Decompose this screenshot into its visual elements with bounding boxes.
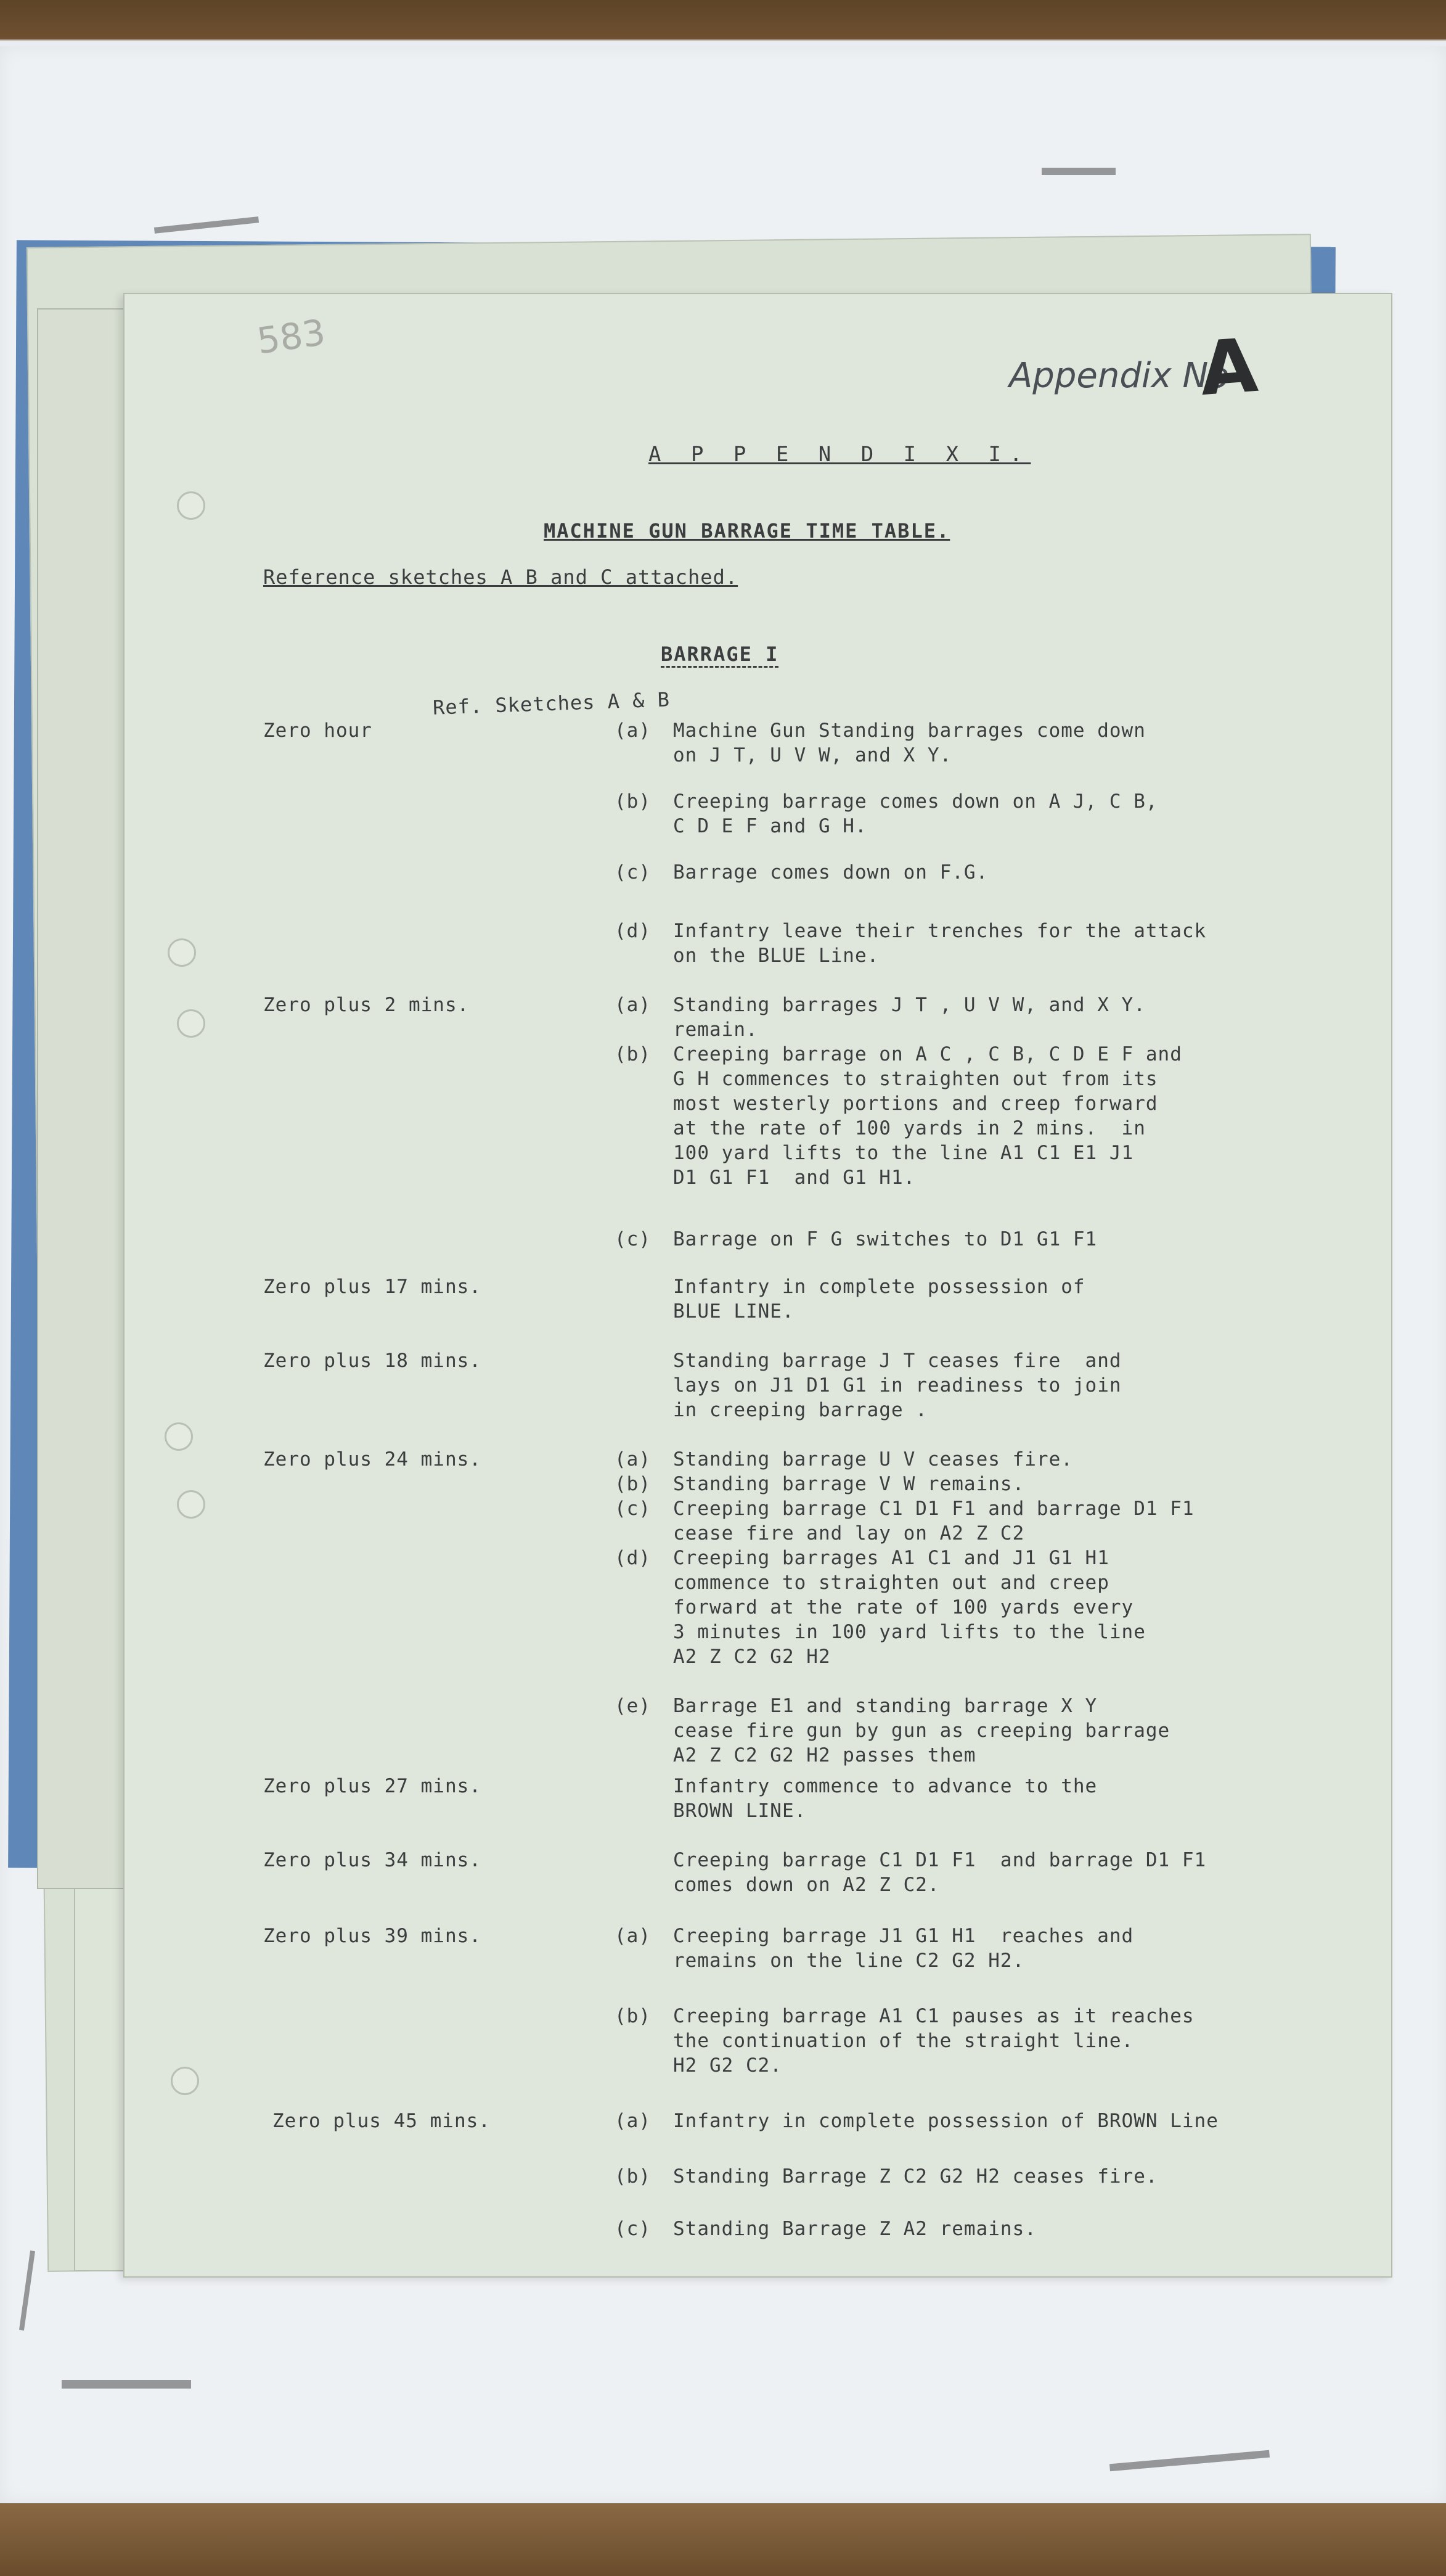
item-marker: (b): [615, 1043, 651, 1065]
item-text-line: cease fire and lay on A2 Z C2: [673, 1522, 1025, 1544]
item-marker: (a): [615, 1925, 651, 1947]
item-text-line: BROWN LINE.: [673, 1800, 807, 1822]
item-text-line: Creeping barrage on A C , C B, C D E F and: [673, 1043, 1182, 1065]
item-text-line: Infantry in complete possession of BROWN Line: [673, 2110, 1219, 2132]
item-text-line: Standing barrage V W remains.: [673, 1473, 1025, 1495]
item-text-line: BLUE LINE.: [673, 1300, 794, 1323]
punch-hole: [165, 1422, 193, 1451]
item-text-line: C D E F and G H.: [673, 815, 867, 837]
item-text-line: Barrage E1 and standing barrage X Y: [673, 1695, 1098, 1717]
item-text-line: Infantry leave their trenches for the attack: [673, 920, 1207, 942]
item-text-line: A2 Z C2 G2 H2 passes them: [673, 1744, 976, 1766]
underlying-sheet-edge: [37, 308, 126, 1889]
item-marker: (d): [615, 1547, 651, 1569]
entry-time: Zero plus 2 mins.: [263, 994, 470, 1016]
item-marker: (a): [615, 1448, 651, 1471]
item-text-line: lays on J1 D1 G1 in readiness to join: [673, 1374, 1122, 1397]
item-text-line: on the BLUE Line.: [673, 945, 880, 967]
document-title: A P P E N D I X I.: [648, 442, 1031, 467]
item-text-line: Barrage on F G switches to D1 G1 F1: [673, 1228, 1098, 1250]
item-text-line: Standing Barrage Z A2 remains.: [673, 2218, 1037, 2240]
pencil-mark: [62, 2380, 191, 2389]
reference-line: Reference sketches A B and C attached.: [263, 565, 738, 589]
item-text-line: A2 Z C2 G2 H2: [673, 1646, 831, 1668]
item-marker: (c): [615, 1498, 651, 1520]
item-text-line: Standing barrage J T ceases fire and: [673, 1350, 1122, 1372]
item-text-line: at the rate of 100 yards in 2 mins. in: [673, 1117, 1146, 1139]
entry-time: Zero plus 24 mins.: [263, 1448, 481, 1471]
pencil-mark: [1042, 168, 1116, 175]
punch-hole: [177, 1009, 205, 1038]
item-text-line: 100 yard lifts to the line A1 C1 E1 J1: [673, 1142, 1134, 1164]
item-text-line: Creeping barrage A1 C1 pauses as it reaches: [673, 2005, 1195, 2027]
item-text-line: Creeping barrage C1 D1 F1 and barrage D1 F1: [673, 1498, 1195, 1520]
barrage-heading: BARRAGE I: [661, 642, 778, 668]
item-marker: (c): [615, 2218, 651, 2240]
item-text-line: Creeping barrages A1 C1 and J1 G1 H1: [673, 1547, 1109, 1569]
entry-time: Zero plus 17 mins.: [263, 1276, 481, 1298]
item-text-line: Standing barrages J T , U V W, and X Y.: [673, 994, 1146, 1016]
punch-hole: [177, 491, 205, 520]
item-text-line: H2 G2 C2.: [673, 2054, 782, 2077]
item-text-line: D1 G1 F1 and G1 H1.: [673, 1167, 916, 1189]
item-text-line: Standing Barrage Z C2 G2 H2 ceases fire.: [673, 2165, 1158, 2188]
item-text-line: comes down on A2 Z C2.: [673, 1874, 940, 1896]
item-marker: (a): [615, 994, 651, 1016]
item-text-line: Infantry commence to advance to the: [673, 1775, 1098, 1797]
item-marker: (b): [615, 2165, 651, 2188]
item-marker: (c): [615, 861, 651, 884]
entry-time: Zero plus 18 mins.: [263, 1350, 481, 1372]
item-text-line: in creeping barrage .: [673, 1399, 928, 1421]
entry-time: Zero plus 34 mins.: [263, 1849, 481, 1871]
document-page: [123, 293, 1392, 2278]
item-text-line: G H commences to straighten out from its: [673, 1068, 1158, 1090]
item-text-line: remain.: [673, 1019, 758, 1041]
entry-time: Zero plus 27 mins.: [263, 1775, 481, 1797]
item-text-line: Machine Gun Standing barrages come down: [673, 720, 1146, 742]
item-text-line: the continuation of the straight line.: [673, 2030, 1134, 2052]
item-text-line: on J T, U V W, and X Y.: [673, 744, 952, 766]
item-marker: (a): [615, 2110, 651, 2132]
document-subtitle: MACHINE GUN BARRAGE TIME TABLE.: [544, 519, 950, 543]
punch-hole: [168, 938, 196, 967]
item-text-line: Creeping barrage J1 G1 H1 reaches and: [673, 1925, 1134, 1947]
item-marker: (c): [615, 1228, 651, 1250]
item-text-line: 3 minutes in 100 yard lifts to the line: [673, 1621, 1146, 1643]
item-marker: (b): [615, 2005, 651, 2027]
item-marker: (d): [615, 920, 651, 942]
item-marker: (e): [615, 1695, 651, 1717]
punch-hole: [177, 1490, 205, 1519]
item-marker: (b): [615, 790, 651, 813]
item-text-line: forward at the rate of 100 yards every: [673, 1596, 1134, 1618]
punch-hole: [171, 2067, 199, 2095]
item-text-line: most westerly portions and creep forward: [673, 1093, 1158, 1115]
entry-time: Zero hour: [263, 720, 372, 742]
item-marker: (a): [615, 720, 651, 742]
item-text-line: remains on the line C2 G2 H2.: [673, 1950, 1025, 1972]
item-text-line: Barrage comes down on F.G.: [673, 861, 989, 884]
appendix-handwritten-label: Appendix No: [1009, 356, 1230, 396]
entry-time: Zero plus 39 mins.: [263, 1925, 481, 1947]
item-text-line: cease fire gun by gun as creeping barrage: [673, 1720, 1170, 1742]
item-marker: (b): [615, 1473, 651, 1495]
item-text-line: Infantry in complete possession of: [673, 1276, 1085, 1298]
entry-time: Zero plus 45 mins.: [272, 2110, 491, 2132]
appendix-handwritten-letter: A: [1197, 322, 1260, 413]
item-text-line: Standing barrage U V ceases fire.: [673, 1448, 1073, 1471]
folio-number: 583: [254, 311, 328, 363]
ref-sketches: Ref. Sketches A & B: [432, 687, 671, 720]
item-text-line: Creeping barrage C1 D1 F1 and barrage D1 F1: [673, 1849, 1207, 1871]
item-text-line: Creeping barrage comes down on A J, C B,: [673, 790, 1158, 813]
item-text-line: commence to straighten out and creep: [673, 1572, 1109, 1594]
